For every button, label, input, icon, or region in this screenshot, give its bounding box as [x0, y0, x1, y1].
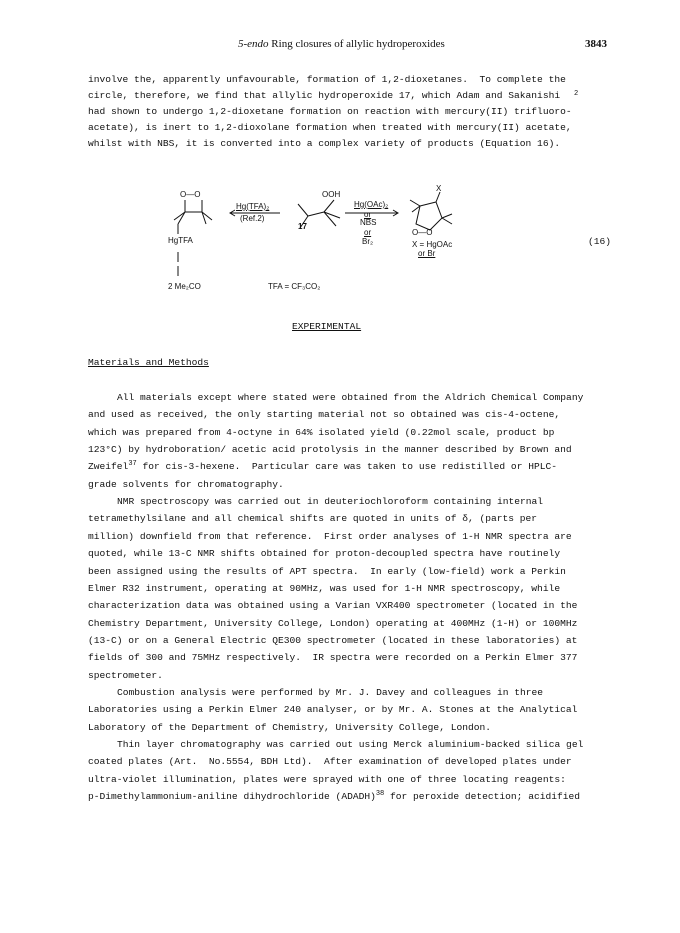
reagent-label: Hg(TFA)₂	[236, 202, 270, 211]
x-alternative: or Br	[418, 249, 436, 258]
text-line	[88, 754, 572, 770]
text-line	[117, 685, 543, 701]
running-title	[238, 38, 445, 50]
text-line	[88, 598, 577, 614]
line-text: p-Dimethylammonium-aniline dihydrochloride (ADADH)	[88, 791, 376, 803]
text-line	[88, 772, 566, 788]
running-title-italic: 5-endo	[238, 38, 269, 50]
bond	[442, 214, 452, 218]
text-line	[88, 425, 554, 441]
bond	[178, 212, 185, 224]
line-text: and used as received, the only starting material not so obtained was cis-4-octene,	[88, 409, 561, 421]
text-line: had shown to undergo 1,2-dioxetane formation on reaction with mercury(II) trifluoro-	[88, 106, 572, 117]
line-text: grade solvents for chromatography.	[88, 478, 284, 490]
bond	[410, 200, 420, 206]
or-label: or	[364, 210, 372, 219]
text-line	[88, 442, 572, 458]
line-text: NMR spectroscopy was carried out in deuteriochloroform containing internal	[117, 496, 544, 508]
text-line	[88, 633, 577, 649]
text-line	[88, 581, 560, 597]
line-text: spectrometer.	[88, 669, 163, 681]
line-text: million) downfield from that reference. First order analyses of 1-H NMR spectra are	[88, 530, 572, 542]
line-text: All materials except where stated were obtained from the Aldrich Chemical Company	[117, 392, 584, 403]
x-label: X	[436, 184, 442, 193]
ooh-label: OOH	[322, 190, 341, 199]
line-text: (13-C) or on a General Electric QE300 spectrometer (located in these laboratories) at	[88, 634, 578, 646]
text-line	[88, 407, 560, 423]
reaction-scheme	[140, 184, 640, 302]
line-text: characterization data was obtained using a Varian VXR400 spectrometer (located in the	[88, 600, 578, 612]
line-text: for cis-3-hexene. Particular care was taken to use redistilled or HPLC-	[136, 461, 557, 473]
section-heading-experimental: EXPERIMENTAL	[292, 321, 362, 332]
reference-superscript: 38	[375, 790, 385, 799]
reference-label: (Ref.2)	[240, 214, 265, 223]
page-header	[0, 38, 680, 54]
line-text: tetramethylsilane and all chemical shifts are quoted in units of δ, (parts per	[88, 513, 538, 525]
line-text: been assigned using the results of APT spectra. In early (low-field) work a Perkin	[88, 565, 566, 577]
document-page: 5-endo Ring closures of allylic hydroperoxides 3843 involve the, apparently unfavourable, formation of 1,2-dioxetanes. To complete the circle, therefore, we find that allylic hydroperoxide 17, which Adam and Sakanishi 2 had shown to undergo 1,2-dioxetane formation on reaction with mercury(II) trifluoro- acetate), is inert to 1,2-dioxolane formation when treated with mercury(II) acetate, whilst with NBS, it is converted into a complex variety of products (Equation 16). O—O Hg(TFA)₂ (Ref.2) HgTFA OOH 17 Hg(OAc)₂ or NBS or Br₂ X O—O X = HgOAc or Br 2 Me₂CO TFA = CF₃CO₂ (16) EXPERIMENTAL Materials and Methods All materials except where stated were obtained from the Aldrich Chemical Company and used as received, the only starting material not so obtained was cis-4-octene, which was prepared from 4-octyne in 64% isolated yield (0.22mol scale, product bp 123°C) by hydroboration/ acetic acid protolysis in the manner described by Brown and Zweifel$^{37}$ for cis-3-hexene. Particular care was taken to use redistilled or HPLC- grade solvents for chromatography. NMR spectroscopy was carried out in deuteriochloroform containing internal tetramethylsilane and all chemical shifts are quoted in units of δ, (parts per million) downfield from that reference. First order analyses of 1-H NMR spectra are quoted, while 13-C NMR shifts obtained for proton-decoupled spectra have routinely been assigned using the results of APT spectra. In early (low-field) work a Perkin Elmer R32 instrument, operating at 90MHz, was used for 1-H NMR spectroscopy, while characterization data was obtained using a Varian VXR400 spectrometer (located in the Chemistry Department, University College, London) operating at 400MHz (1-H) or 100MHz (13-C) or on a General Electric QE300 spectrometer (located in these laboratories) at fields of 300 and 75MHz respectively. IR spectra were recorded on a Perkin Elmer 377 spectrometer. Combustion analysis were performed by Mr. J. Davey and colleagues in three Laboratories using a Perkin Elmer 240 analyser, or by Mr. A. Stones at the Analytical Laboratory of the Department of Chemistry, University College, London. Thin layer chromatography was carried out using Merck aluminium-backed silica gel coated plates (Art. No.5554, BDH Ltd). After examination of developed plates under ultra-violet illumination, plates were sprayed with one of three locating reagents: p-Dimethylammonium-aniline dihydrochloride (ADADH)$^{38}$ for peroxide detection; acidified	[0, 0, 680, 933]
bond	[442, 218, 452, 224]
text-line	[88, 702, 577, 718]
line-text: for peroxide detection; acidified	[384, 791, 581, 803]
reagent-label: NBS	[360, 218, 377, 227]
section-heading-materials: Materials and Methods	[88, 357, 209, 368]
acetone-label: 2 Me₂CO	[168, 282, 201, 291]
text-line	[88, 529, 572, 545]
dioxolane-oxygens: O—O	[412, 228, 433, 237]
text-line	[117, 494, 543, 510]
line-text: Laboratory of the Department of Chemistry, University College, London.	[88, 721, 492, 733]
text-line	[88, 720, 491, 736]
text-line	[88, 477, 284, 493]
tfa-definition: TFA = CF₃CO₂	[268, 282, 321, 291]
bond	[324, 200, 334, 212]
line-text: which was prepared from 4-octyne in 64% isolated yield (0.22mol scale, product bp	[88, 426, 555, 438]
reagent-label: Hg(OAc)₂	[354, 200, 389, 209]
line-text: Laboratories using a Perkin Elmer 240 analyser, or by Mr. A. Stones at the Analytical	[88, 704, 578, 716]
page-number: 3843	[585, 38, 607, 50]
hgtfa-label: HgTFA	[168, 236, 193, 245]
bond	[308, 212, 324, 216]
text-line	[117, 737, 583, 753]
text-line: acetate), is inert to 1,2-dioxolane formation when treated with mercury(II) acetate,	[88, 122, 572, 133]
line-text: ultra-violet illumination, plates were sprayed with one of three locating reagents:	[88, 773, 566, 785]
reference-superscript: 37	[128, 460, 137, 469]
text-line: involve the, apparently unfavourable, formation of 1,2-dioxetanes. To complete the	[88, 74, 566, 85]
text-line	[88, 650, 577, 666]
line-text: 123°C) by hydroboration/ acetic acid protolysis in the manner described by Brown and	[88, 444, 572, 456]
text-line	[88, 616, 577, 632]
compound-number: 17	[298, 222, 307, 231]
text-line	[88, 564, 566, 580]
bond	[436, 192, 440, 202]
line-text: coated plates (Art. No.5554, BDH Ltd). After examination of developed plates under	[88, 756, 572, 768]
reagent-label: Br₂	[362, 237, 374, 246]
text-line	[88, 789, 580, 805]
equation-number: (16)	[588, 236, 612, 247]
x-definition: X = HgOAc	[412, 240, 453, 249]
line-text: Combustion analysis were performed by Mr. J. Davey and colleagues in three	[117, 686, 544, 698]
line-text: Thin layer chromatography was carried out using Merck aluminium-backed silica gel	[117, 739, 584, 750]
bond	[298, 204, 308, 216]
text-line	[88, 459, 557, 475]
or-label: or	[364, 228, 372, 237]
line-text: fields of 300 and 75MHz respectively. IR spectra were recorded on a Perkin Elmer 377	[88, 652, 578, 664]
text-line	[88, 546, 560, 562]
line-text: quoted, while 13-C NMR shifts obtained for proton-decoupled spectra have routinely	[88, 548, 561, 560]
scheme-structures	[140, 190, 640, 302]
line-text: Elmer R32 instrument, operating at 90MHz, was used for 1-H NMR spectroscopy, while	[88, 582, 561, 594]
text-line: whilst with NBS, it is converted into a complex variety of products (Equation 16).	[88, 138, 561, 149]
text-line	[88, 668, 163, 684]
text-line	[117, 390, 583, 406]
peroxide-label: O—O	[180, 190, 201, 199]
text-line: circle, therefore, we find that allylic hydroperoxide 17, which Adam and Sakanishi	[88, 90, 561, 101]
line-text: Zweifel	[88, 461, 129, 473]
line-text: Chemistry Department, University College, London) operating at 400MHz (1-H) or 100MHz	[88, 617, 578, 629]
bond	[174, 212, 185, 220]
text-line	[88, 511, 537, 527]
running-title-text: Ring closures of allylic hydroperoxides	[268, 38, 445, 50]
